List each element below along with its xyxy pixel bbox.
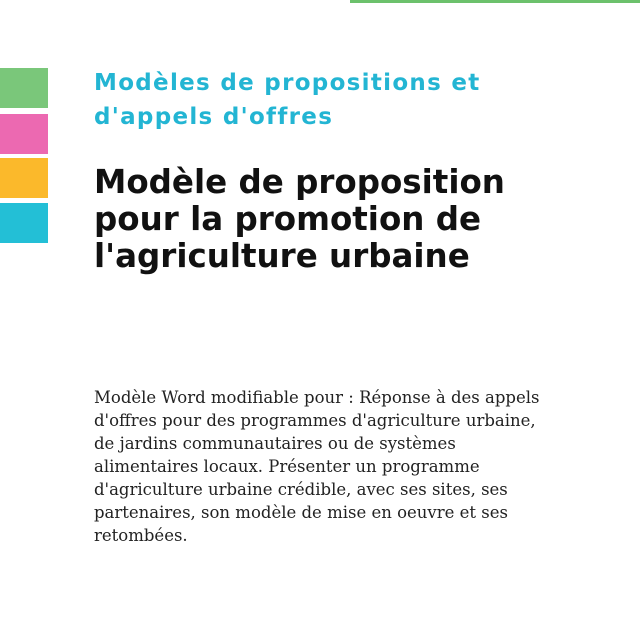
accent-bar-yellow [0, 158, 48, 198]
accent-bar-cyan [0, 203, 48, 243]
accent-bar-green [0, 68, 48, 108]
description-text: Modèle Word modifiable pour : Réponse à des appels d'offres pour des programmes d'agriculture urbaine, de jardins communautaires ou de systèmes alimentaires locaux. Présenter un programme d'agriculture urbaine crédible, avec ses sites, ses partenaires, son modèle de mise en oeuvre et ses retombées. [94, 388, 540, 545]
top-accent-line [350, 0, 640, 3]
category-heading: Modèles de propositions et d'appels d'offres [94, 70, 481, 130]
accent-bar-pink [0, 114, 48, 154]
page-title: Modèle de proposition pour la promotion de l'agriculture urbaine [94, 163, 505, 275]
